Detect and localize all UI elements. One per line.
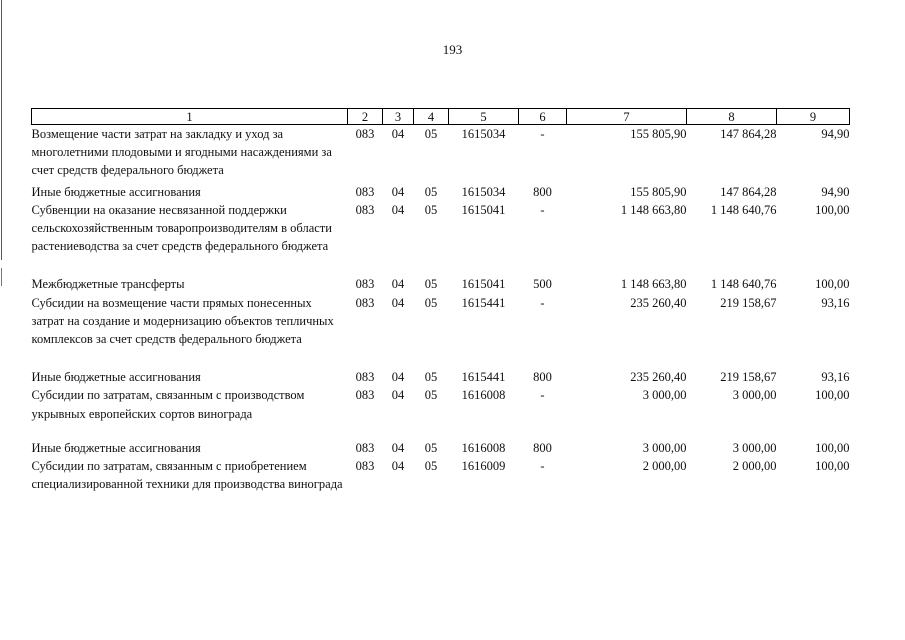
cell-amount-8: 1 148 640,76	[710, 202, 777, 217]
cell-vr: 800	[533, 184, 552, 199]
cell-vr: 500	[533, 277, 552, 292]
cell-cs: 1615041	[461, 202, 506, 217]
page-number: 193	[442, 42, 463, 57]
cell-pr: 05	[424, 295, 438, 310]
cell-amount-7: 1 148 663,80	[620, 277, 687, 292]
table-row	[32, 125, 850, 183]
table-row	[32, 439, 850, 457]
cell-amount-8: 147 864,28	[720, 127, 777, 141]
cell-cs: 1615041	[461, 277, 506, 292]
cell-vr: -	[540, 202, 545, 217]
cell-cs: 1615441	[461, 370, 506, 385]
cell-cs: 1615441	[461, 295, 506, 310]
cell-percent: 100,00	[815, 277, 850, 292]
cell-amount-8: 3 000,00	[732, 440, 777, 455]
row-name: Иные бюджетные ассигнования	[31, 440, 201, 455]
row-name: Субсидии по затратам, связанным с приобретением специализированной техники для производства винограда	[31, 459, 343, 492]
cell-pr: 05	[424, 202, 438, 217]
cell-percent: 93,16	[821, 370, 850, 385]
cell-rz: 04	[391, 277, 405, 292]
table-row	[32, 294, 850, 369]
cell-pr: 05	[424, 184, 438, 199]
cell-rz: 04	[391, 440, 405, 455]
column-header: 2	[348, 109, 383, 125]
cell-amount-7: 235 260,40	[630, 295, 687, 310]
cell-amount-8: 3 000,00	[732, 388, 777, 403]
cell-vr: 800	[533, 370, 552, 385]
cell-amount-7: 155 805,90	[630, 127, 687, 141]
cell-pr: 05	[424, 277, 438, 292]
table-row	[32, 275, 850, 293]
row-name: Субсидии по затратам, связанным с производством укрывных европейских сортов винограда	[31, 388, 305, 421]
cell-amount-8: 1 148 640,76	[710, 277, 777, 292]
cell-pr: 05	[424, 440, 438, 455]
cell-amount-8: 219 158,67	[720, 295, 777, 310]
cell-gr: 083	[355, 388, 375, 403]
cell-percent: 100,00	[815, 388, 850, 403]
cell-pr: 05	[424, 459, 438, 474]
scan-margin-line	[1, 0, 2, 260]
row-name: Субвенции на оказание несвязанной поддержки сельскохозяйственным товаропроизводителям в области растениеводства за счет средств федерального бюджета	[31, 202, 332, 254]
column-header: 1	[32, 109, 348, 125]
cell-cs: 1616008	[461, 440, 506, 455]
row-name: Возмещение части затрат на закладку и уход за многолетними плодовыми и ягодными насаждениями за счет средств федерального бюджета	[31, 127, 332, 178]
cell-amount-8: 219 158,67	[720, 370, 777, 385]
cell-percent: 93,16	[821, 295, 850, 310]
table-row	[32, 183, 850, 201]
cell-rz: 04	[391, 459, 405, 474]
cell-rz: 04	[391, 295, 405, 310]
cell-percent: 100,00	[815, 440, 850, 455]
column-header: 4	[414, 109, 449, 125]
cell-vr: -	[540, 459, 545, 474]
cell-percent: 94,90	[821, 184, 850, 199]
column-header: 3	[383, 109, 414, 125]
cell-cs: 1615034	[461, 184, 506, 199]
table-row	[32, 386, 850, 438]
cell-gr: 083	[355, 184, 375, 199]
cell-amount-7: 155 805,90	[630, 184, 687, 199]
cell-amount-7: 235 260,40	[630, 370, 687, 385]
cell-amount-8: 147 864,28	[720, 184, 777, 199]
row-name: Иные бюджетные ассигнования	[31, 184, 201, 199]
cell-gr: 083	[355, 295, 375, 310]
cell-pr: 05	[424, 388, 438, 403]
column-header: 6	[519, 109, 567, 125]
cell-pr: 05	[424, 370, 438, 385]
cell-pr: 05	[424, 127, 438, 141]
cell-cs: 1615034	[461, 127, 506, 141]
cell-gr: 083	[355, 440, 375, 455]
cell-gr: 083	[355, 277, 375, 292]
cell-rz: 04	[391, 388, 405, 403]
cell-vr: -	[540, 127, 545, 141]
column-header: 9	[777, 109, 850, 125]
column-header: 5	[449, 109, 519, 125]
cell-vr: -	[540, 295, 545, 310]
cell-percent: 100,00	[815, 202, 850, 217]
cell-rz: 04	[391, 127, 405, 141]
cell-percent: 100,00	[815, 459, 850, 474]
scan-margin-mark	[1, 268, 2, 286]
cell-cs: 1616009	[461, 459, 506, 474]
cell-cs: 1616008	[461, 388, 506, 403]
cell-rz: 04	[391, 184, 405, 199]
column-header: 8	[687, 109, 777, 125]
table-row	[32, 457, 850, 493]
cell-vr: 800	[533, 440, 552, 455]
cell-percent: 94,90	[821, 127, 850, 141]
header-row	[32, 109, 850, 125]
cell-amount-8: 2 000,00	[732, 459, 777, 474]
row-name: Иные бюджетные ассигнования	[31, 370, 201, 385]
cell-gr: 083	[355, 202, 375, 217]
cell-amount-7: 3 000,00	[642, 440, 687, 455]
row-name: Субсидии на возмещение части прямых понесенных затрат на создание и модернизацию объектов тепличных комплексов за счет средств федерального бюджета	[31, 295, 334, 347]
cell-amount-7: 3 000,00	[642, 388, 687, 403]
row-name: Межбюджетные трансферты	[31, 277, 185, 292]
cell-gr: 083	[355, 370, 375, 385]
cell-gr: 083	[355, 127, 375, 141]
column-header: 7	[567, 109, 687, 125]
cell-vr: -	[540, 388, 545, 403]
table-row	[32, 201, 850, 276]
budget-table	[31, 108, 850, 493]
cell-gr: 083	[355, 459, 375, 474]
table-row	[32, 368, 850, 386]
cell-rz: 04	[391, 370, 405, 385]
cell-rz: 04	[391, 202, 405, 217]
cell-amount-7: 2 000,00	[642, 459, 687, 474]
cell-amount-7: 1 148 663,80	[620, 202, 687, 217]
